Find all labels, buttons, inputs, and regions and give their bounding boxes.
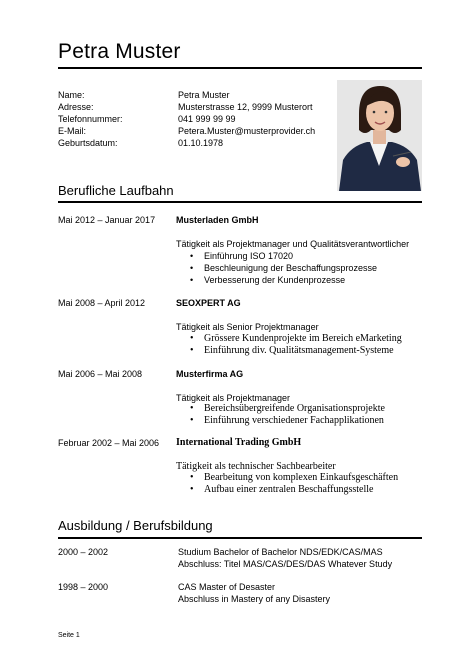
page-number: Seite 1	[58, 632, 80, 639]
label-name: Name:	[58, 90, 85, 100]
label-phone: Telefonnummer:	[58, 114, 123, 124]
bullet-item: • Einführung div. Qualitätsmanagement-Systeme	[190, 345, 402, 357]
label-email: E-Mail:	[58, 126, 87, 136]
career-company: SEOXPERT AG	[176, 298, 241, 308]
bullet-item: • Aufbau einer zentralen Beschaffungsstelle	[190, 484, 398, 496]
bullet-item: • Einführung verschiedener Fachapplikationen	[190, 415, 385, 427]
career-company: Musterladen GmbH	[176, 215, 259, 225]
career-bullets	[190, 333, 402, 357]
career-bullets	[190, 403, 385, 427]
value-phone: 041 999 99 99	[178, 114, 236, 124]
education-line1: Studium Bachelor of Bachelor NDS/EDK/CAS/MAS	[178, 547, 383, 557]
value-email: Petera.Muster@musterprovider.ch	[178, 126, 316, 136]
section-title-education: Ausbildung / Berufsbildung	[58, 518, 213, 533]
label-address: Adresse:	[58, 102, 94, 112]
value-address: Musterstrasse 12, 9999 Musterort	[178, 102, 313, 112]
career-date: Mai 2012 – Januar 2017	[58, 215, 156, 225]
career-date: Februar 2002 – Mai 2006	[58, 438, 160, 448]
value-name: Petra Muster	[178, 90, 230, 100]
profile-photo	[337, 80, 422, 191]
career-date: Mai 2008 – April 2012	[58, 298, 146, 308]
label-birthdate: Geburtsdatum:	[58, 138, 118, 148]
education-date: 2000 – 2002	[58, 547, 109, 557]
career-rule	[58, 201, 422, 203]
career-role: Tätigkeit als Projektmanager und Qualitätsverantwortlicher	[176, 239, 410, 249]
education-line2: Abschluss in Mastery of any Disastery	[178, 594, 331, 604]
career-bullets	[190, 472, 398, 496]
career-bullets	[190, 250, 377, 286]
bullet-item: • Einführung ISO 17020	[190, 250, 377, 262]
career-role: Tätigkeit als Projektmanager	[176, 393, 291, 403]
career-role: Tätigkeit als Senior Projektmanager	[176, 322, 319, 332]
page-title: Petra Muster	[58, 40, 181, 63]
section-title-career: Berufliche Laufbahn	[58, 183, 174, 198]
education-date: 1998 – 2000	[58, 582, 109, 592]
bullet-item: • Bearbeitung von komplexen Einkaufsgeschäften	[190, 472, 398, 484]
title-rule	[58, 67, 422, 69]
bullet-item: • Grössere Kundenprojekte im Bereich eMarketing	[190, 333, 402, 345]
education-rule	[58, 537, 422, 539]
bullet-item: • Beschleunigung der Beschaffungsprozesse	[190, 262, 377, 274]
career-role: Tätigkeit als technischer Sachbearbeiter	[176, 461, 336, 472]
career-date: Mai 2006 – Mai 2008	[58, 369, 143, 379]
career-company: Musterfirma AG	[176, 369, 244, 379]
education-line1: CAS Master of Desaster	[178, 582, 276, 592]
bullet-item: • Verbesserung der Kundenprozesse	[190, 274, 377, 286]
bullet-item: • Bereichsübergreifende Organisationsprojekte	[190, 403, 385, 415]
education-line2: Abschluss: Titel MAS/CAS/DES/DAS Whatever Study	[178, 559, 393, 569]
value-birthdate: 01.10.1978	[178, 138, 224, 148]
career-company: International Trading GmbH	[176, 437, 302, 448]
